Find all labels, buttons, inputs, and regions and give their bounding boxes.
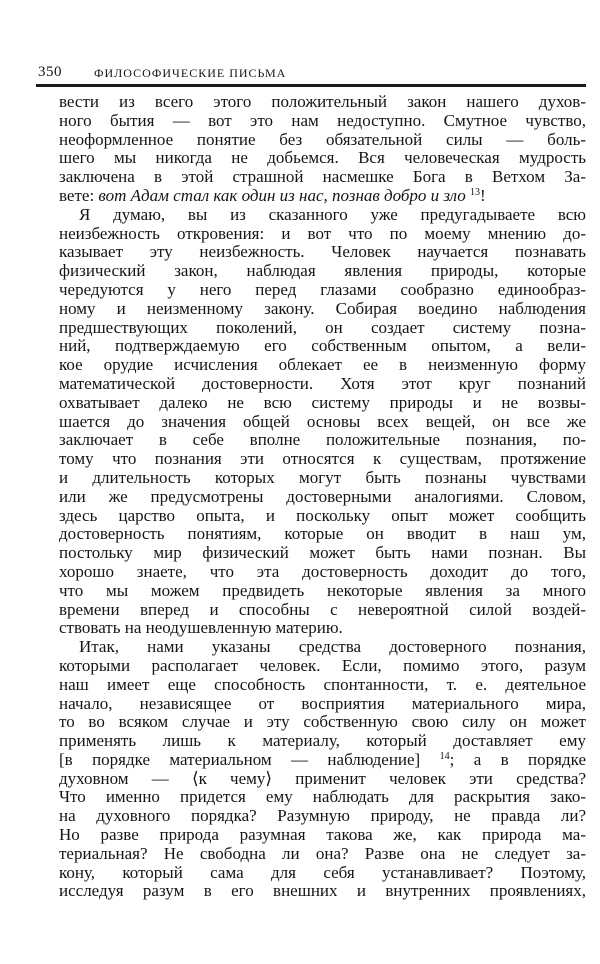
italic-quote: вот Адам стал как один из нас, познав добро и зло — [98, 185, 466, 205]
text-segment: то во всяком случае и эту собственную свою силу он может — [59, 712, 586, 732]
text-segment: тому что познания эти относятся к существам, протяжение — [59, 449, 586, 469]
text-line — [59, 168, 586, 187]
text-segment: физический закон, наблюдая явления природы, которые — [59, 261, 586, 281]
text-line — [59, 507, 586, 526]
text-segment: шается до значения общей основы всех вещей, он все же — [59, 411, 586, 431]
text-line — [59, 243, 586, 262]
text-segment: [в порядке материальном — наблюдение] — [59, 749, 440, 769]
text-segment: Я думаю, вы из сказанного уже предугадываете всю — [79, 204, 586, 224]
header-rule — [36, 84, 586, 87]
text-line — [59, 582, 586, 601]
text-line — [59, 131, 586, 150]
text-line — [59, 845, 586, 864]
running-header — [38, 62, 586, 82]
text-segment: кое орудие исчисления облекает ее в неизменную форму — [59, 355, 586, 375]
body-text — [59, 93, 586, 901]
text-segment: чередуются у него перед глазами сообразно единообраз- — [59, 279, 586, 299]
text-line — [59, 788, 586, 807]
text-segment: духовном — ⟨к чему⟩ применит человек эти средства? — [59, 768, 586, 788]
footnote-ref: 14 — [439, 750, 450, 762]
text-line — [59, 544, 586, 563]
text-segment: вете: — [59, 185, 99, 205]
text-segment: что мы можем предвидеть некоторые явления за много — [59, 580, 586, 600]
text-line — [59, 732, 586, 751]
text-line — [59, 337, 586, 356]
text-segment: и длительность которых могут быть познаны чувствами — [59, 467, 586, 487]
text-segment: математической достоверности. Хотя этот круг познаний — [59, 373, 586, 393]
text-line — [59, 450, 586, 469]
text-segment: начало, независящее от восприятия материального мира, — [59, 693, 586, 713]
text-segment: ного бытия — вот это нам недоступно. Смутное чувство, — [59, 110, 586, 130]
text-line — [59, 149, 586, 168]
text-segment: охватывает далеко не всю систему природы и не возвы- — [59, 392, 586, 412]
text-line — [59, 619, 586, 638]
text-line — [59, 826, 586, 845]
text-line — [59, 469, 586, 488]
text-segment: ствовать на неодушевленную материю. — [59, 618, 343, 638]
text-segment: хорошо знаете, что эта достоверность доходит до того, — [59, 561, 586, 581]
text-segment: Итак, нами указаны средства достоверного познания, — [79, 637, 586, 657]
text-line — [59, 281, 586, 300]
text-line — [59, 695, 586, 714]
text-segment: неизбежность откровения: и вот что по моему мнению до- — [59, 223, 586, 243]
text-line — [59, 713, 586, 732]
text-line — [59, 807, 586, 826]
text-line — [59, 882, 586, 901]
text-line — [59, 375, 586, 394]
text-segment: которыми располагает человек. Если, помимо этого, разум — [59, 655, 586, 675]
text-segment: на духовного порядка? Разумную природу, не правда ли? — [59, 806, 586, 826]
text-segment: ! — [480, 185, 486, 205]
text-segment: Что именно придется ему наблюдать для раскрытия зако- — [59, 787, 586, 807]
text-segment: здесь царство опыта, и поскольку опыт может сообщить — [59, 505, 586, 525]
text-line — [59, 657, 586, 676]
text-line — [59, 751, 586, 770]
text-segment: кону, который сама для себя устанавливает? Поэтому, — [59, 862, 586, 882]
text-segment: предшествующих поколений, он создает систему позна- — [59, 317, 586, 337]
text-line — [59, 112, 586, 131]
text-line — [59, 319, 586, 338]
text-segment: или же предусмотрены достоверными аналогиями. Словом, — [59, 486, 586, 506]
text-segment: времени вперед и способны с невероятной силой воздей- — [59, 599, 586, 619]
text-segment: наш имеет еще способность спонтанности, т. е. деятельное — [59, 674, 586, 694]
text-line — [59, 431, 586, 450]
footnote-ref: 13 — [470, 186, 481, 198]
text-segment: постольку мир физический может быть нами познан. Вы — [59, 543, 586, 563]
text-line — [59, 864, 586, 883]
text-line — [59, 413, 586, 432]
text-segment: вести из всего этого положительный закон нашего духов- — [59, 92, 586, 111]
text-segment: заключает в себе вполне положительные познания, по- — [59, 430, 586, 450]
text-line — [59, 638, 586, 657]
text-line — [59, 676, 586, 695]
text-line — [59, 206, 586, 225]
text-segment: ний, подтверждаемую его собственным опытом, а вели- — [59, 336, 586, 356]
running-title: ФИЛОСОФИЧЕСКИЕ ПИСЬМА — [94, 66, 287, 80]
text-line — [59, 300, 586, 319]
text-line — [59, 394, 586, 413]
text-line — [59, 225, 586, 244]
text-line — [59, 93, 586, 112]
text-segment: шего мы никогда не добьемся. Вся человеческая мудрость — [59, 148, 586, 168]
page-number: 350 — [38, 64, 62, 80]
text-segment: неоформленное понятие без обязательной силы — боль- — [59, 129, 586, 149]
text-line — [59, 356, 586, 375]
text-line — [59, 770, 586, 789]
text-segment: достоверность понятиям, которые он вводит в наш ум, — [59, 524, 586, 544]
text-line — [59, 601, 586, 620]
text-segment: териальная? Не свободна ли она? Разве она не следует за- — [59, 843, 586, 863]
text-segment: применять лишь к материалу, который доставляет ему — [59, 731, 586, 751]
text-segment: казывает эту неизбежность. Человек научается познавать — [59, 242, 586, 262]
text-line — [59, 262, 586, 281]
text-segment: Но разве природа разумная такова же, как природа ма- — [59, 825, 586, 845]
text-line — [59, 187, 586, 206]
text-segment: исследуя разум в его внешних и внутренних проявлениях, — [59, 881, 586, 901]
text-segment: заключена в этой страшной насмешке Бога в Ветхом За- — [59, 167, 586, 187]
text-segment: ному и неизменному закону. Собирая воедино наблюдения — [59, 298, 586, 318]
text-line — [59, 525, 586, 544]
text-segment: ; а в порядке — [449, 749, 586, 769]
text-line — [59, 563, 586, 582]
text-line — [59, 488, 586, 507]
